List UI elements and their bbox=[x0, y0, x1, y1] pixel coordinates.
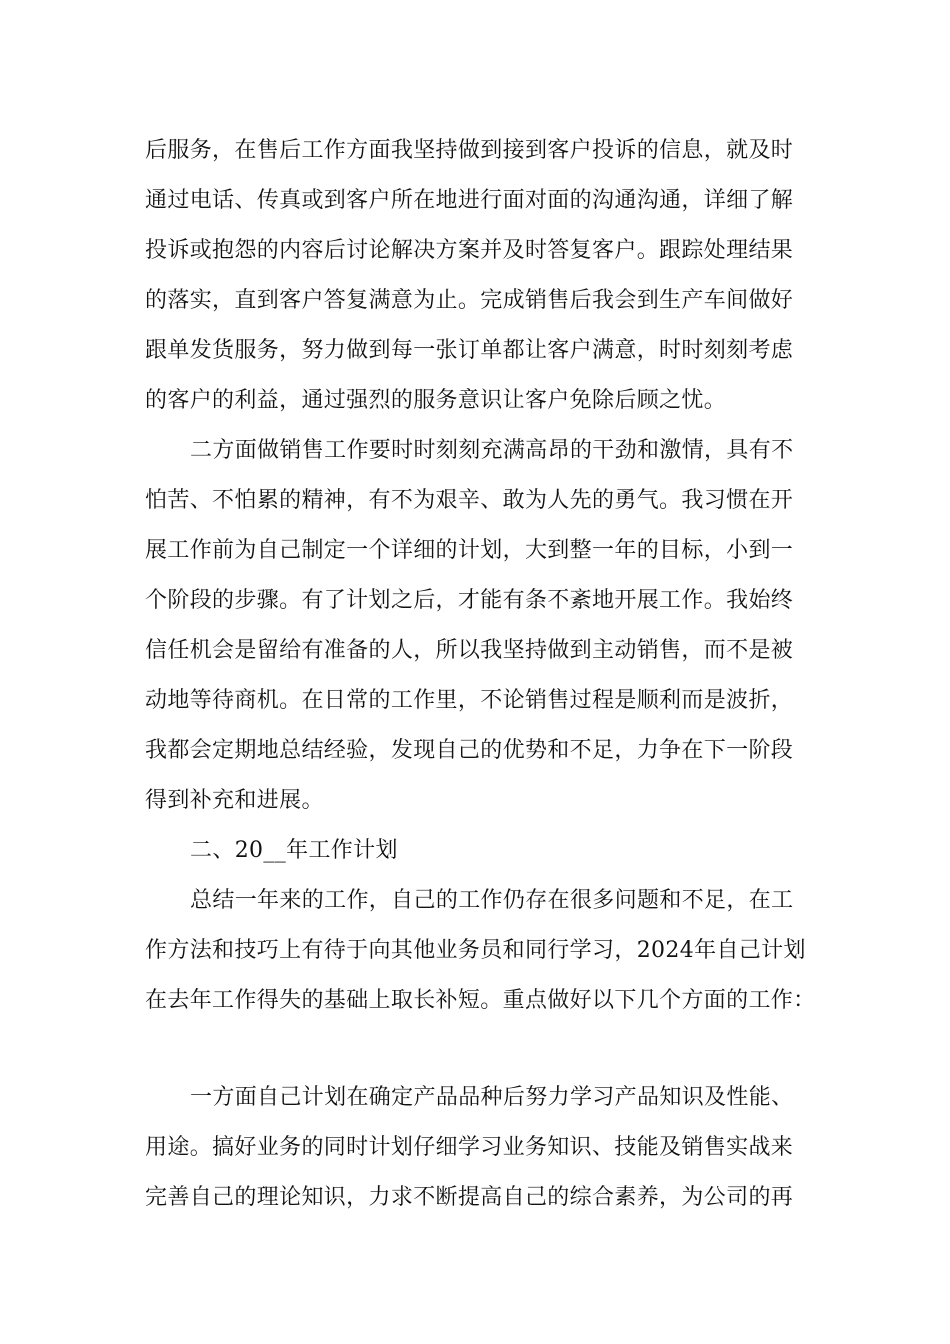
paragraph-passion-line-3: 展工作前为自己制定一个详细的计划，大到整一年的目标，小到一 bbox=[145, 538, 794, 563]
paragraph-after-sales-line-3: 投诉或抱怨的内容后讨论解决方案并及时答复客户。跟踪处理结果 bbox=[145, 238, 794, 263]
paragraph-summary-line-3: 在去年工作得失的基础上取长补短。重点做好以下几个方面的工作： bbox=[145, 988, 816, 1013]
paragraph-passion-line-6: 动地等待商机。在日常的工作里，不论销售过程是顺利而是波折， bbox=[145, 688, 794, 713]
paragraph-after-sales-line-6: 的客户的利益，通过强烈的服务意识让客户免除后顾之忧。 bbox=[145, 388, 727, 413]
paragraph-passion-line-2: 怕苦、不怕累的精神，有不为艰辛、敢为人先的勇气。我习惯在开 bbox=[145, 488, 794, 513]
paragraph-after-sales-line-5: 跟单发货服务，努力做到每一张订单都让客户满意，时时刻刻考虑 bbox=[145, 338, 794, 363]
paragraph-passion-line-4: 个阶段的步骤。有了计划之后，才能有条不紊地开展工作。我始终 bbox=[145, 588, 794, 613]
paragraph-summary-line-1: 总结一年来的工作，自己的工作仍存在很多问题和不足，在工 bbox=[190, 888, 794, 913]
paragraph-summary-line-2: 作方法和技巧上有待于向其他业务员和同行学习，2024年自己计划 bbox=[145, 938, 806, 963]
section-heading: 二、20__年工作计划 bbox=[190, 838, 398, 863]
paragraph-passion-line-5: 信任机会是留给有准备的人，所以我坚持做到主动销售，而不是被 bbox=[145, 638, 794, 663]
paragraph-learning-line-2: 用途。搞好业务的同时计划仔细学习业务知识、技能及销售实战来 bbox=[145, 1135, 794, 1160]
paragraph-passion-line-8: 得到补充和进展。 bbox=[145, 788, 324, 813]
paragraph-learning-line-1: 一方面自己计划在确定产品品种后努力学习产品知识及性能、 bbox=[190, 1085, 794, 1110]
paragraph-after-sales-line-1: 后服务，在售后工作方面我坚持做到接到客户投诉的信息，就及时 bbox=[145, 138, 794, 163]
paragraph-after-sales-line-4: 的落实，直到客户答复满意为止。完成销售后我会到生产车间做好 bbox=[145, 288, 794, 313]
paragraph-learning-line-3: 完善自己的理论知识，力求不断提高自己的综合素养，为公司的再 bbox=[145, 1185, 794, 1210]
paragraph-passion-line-7: 我都会定期地总结经验，发现自己的优势和不足，力争在下一阶段 bbox=[145, 738, 794, 763]
paragraph-after-sales-line-2: 通过电话、传真或到客户所在地进行面对面的沟通沟通，详细了解 bbox=[145, 188, 794, 213]
paragraph-passion-line-1: 二方面做销售工作要时时刻刻充满高昂的干劲和激情，具有不 bbox=[190, 438, 794, 463]
